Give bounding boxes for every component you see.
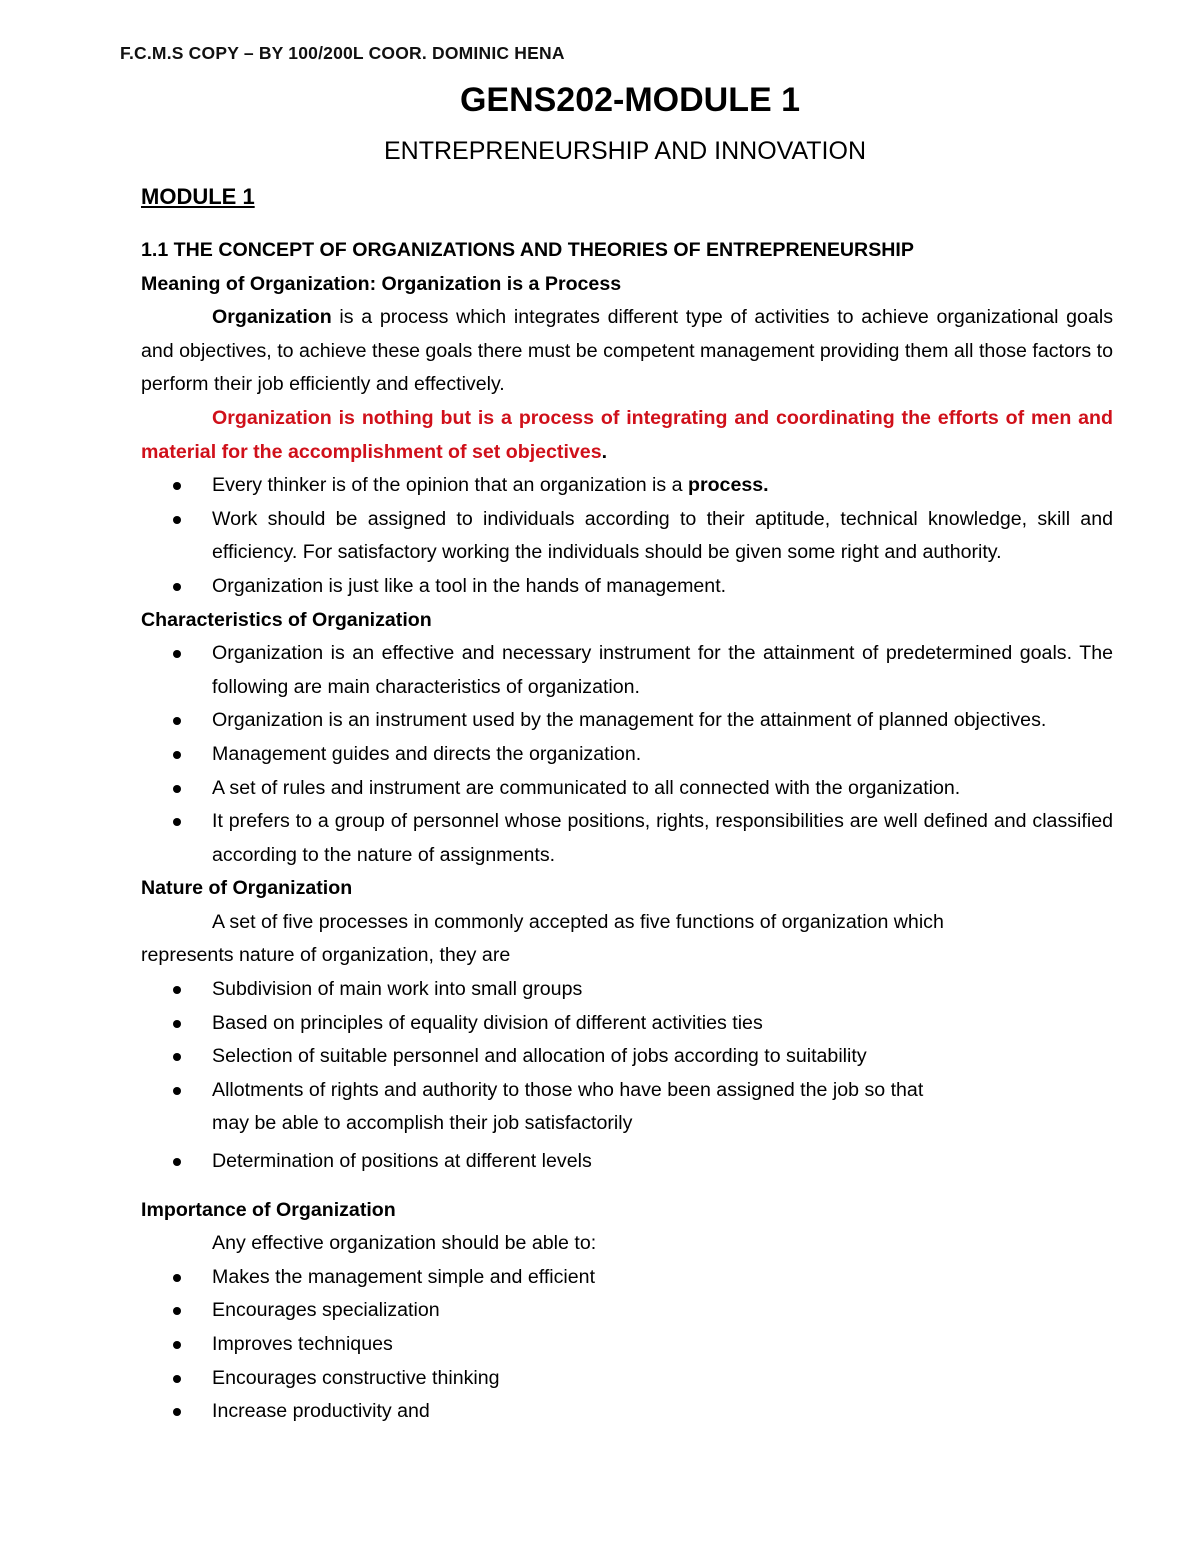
- importance-intro: Any effective organization should be able to:: [212, 1232, 597, 1255]
- bullet-icon: [173, 1375, 181, 1383]
- list-item-text: Encourages specialization: [212, 1299, 440, 1322]
- list-item-text: Encourages constructive thinking: [212, 1366, 500, 1389]
- section-heading: 1.1 THE CONCEPT OF ORGANIZATIONS AND THEORIES OF ENTREPRENEURSHIP: [141, 239, 914, 261]
- bullet-icon: [173, 785, 181, 793]
- bullet-icon: [173, 751, 181, 759]
- list-item-text: Subdivision of main work into small groups: [212, 978, 583, 1001]
- list-item: [141, 1040, 1113, 1074]
- list-item-text: Organization is an instrument used by the management for the attainment of planned objectives.: [212, 709, 1047, 732]
- importance-list: [141, 1261, 1113, 1429]
- list-item-text: It prefers to a group of personnel whose positions, rights, responsibilities are well defined and classified according to the nature of assignments.: [212, 810, 1113, 866]
- list-item-bold: process.: [687, 474, 769, 497]
- characteristics-list: [141, 637, 1113, 872]
- nature-intro-line-1: A set of five processes in commonly accepted as five functions of organization which: [212, 910, 944, 933]
- list-item-text: Organization is just like a tool in the hands of management.: [212, 574, 727, 597]
- characteristics-heading: Characteristics of Organization: [141, 608, 432, 631]
- document-body: [141, 234, 1113, 1429]
- definition-text: is a process which integrates different type of activities to achieve organizational goals and objectives, to achieve these goals there must be competent management providing them all those factors to perform their job efficiently and effectively.: [141, 306, 1113, 396]
- list-item-text: Allotments of rights and authority to those who have been assigned the job so that: [212, 1078, 924, 1101]
- bullet-icon: [173, 516, 181, 524]
- importance-heading: Importance of Organization: [141, 1198, 396, 1221]
- bullet-icon: [173, 1053, 181, 1061]
- page-header: F.C.M.S COPY – BY 100/200L COOR. DOMINIC HENA: [120, 43, 565, 63]
- list-item-continuation: may be able to accomplish their job satisfactorily: [212, 1112, 633, 1135]
- bullet-icon: [173, 1087, 181, 1095]
- bullet-icon: [173, 482, 181, 490]
- bullet-icon: [173, 1307, 181, 1315]
- list-item-text: Makes the management simple and efficient: [212, 1265, 596, 1288]
- list-item: [141, 1362, 1113, 1396]
- definition-paragraph: [141, 301, 1113, 402]
- highlighted-text: Organization is nothing but is a process of integrating and coordinating the efforts of men and material for the accomplishment of set objectives: [141, 406, 1113, 463]
- list-item: [141, 503, 1113, 570]
- document-title: GENS202-MODULE 1: [459, 81, 801, 119]
- bullet-icon: [173, 650, 181, 658]
- bullet-icon: [173, 717, 181, 725]
- list-item-text: Based on principles of equality division of different activities ties: [212, 1011, 763, 1034]
- list-item: [141, 772, 1113, 806]
- list-item: [141, 738, 1113, 772]
- list-item-text: Work should be assigned to individuals according to their aptitude, technical knowledge, skill and efficiency. For satisfactory working the individuals should be given some right and authority.: [212, 507, 1113, 564]
- nature-heading: Nature of Organization: [141, 877, 353, 900]
- list-item: [141, 973, 1113, 1007]
- bullet-icon: [173, 583, 181, 591]
- process-bullet-list: [141, 469, 1113, 603]
- list-item-text: A set of rules and instrument are communicated to all connected with the organization.: [212, 776, 961, 799]
- list-item: [141, 704, 1113, 738]
- list-item: [141, 1261, 1113, 1295]
- list-item: [141, 1145, 1113, 1179]
- list-item: [141, 805, 1113, 872]
- document-subtitle: ENTREPRENEURSHIP AND INNOVATION: [383, 137, 867, 165]
- list-item: [141, 570, 1113, 604]
- nature-intro-line-2: represents nature of organization, they are: [141, 944, 511, 967]
- list-item: [141, 1294, 1113, 1328]
- bullet-icon: [173, 1020, 181, 1028]
- list-item: [141, 1395, 1113, 1429]
- definition-term: Organization: [212, 306, 332, 329]
- list-item-text: Organization is an effective and necessary instrument for the attainment of predetermined goals. The following are main characteristics of organization.: [212, 642, 1113, 698]
- highlighted-period: .: [601, 440, 608, 463]
- list-item-text: Determination of positions at different levels: [212, 1150, 592, 1173]
- highlighted-definition: [141, 402, 1113, 469]
- list-item-text: Every thinker is of the opinion that an organization is a: [212, 474, 688, 497]
- bullet-icon: [173, 1341, 181, 1349]
- module-heading: MODULE 1: [141, 184, 255, 209]
- bullet-icon: [173, 1158, 181, 1166]
- nature-list: [141, 973, 1113, 1179]
- list-item-text: Management guides and directs the organization.: [212, 742, 642, 765]
- bullet-icon: [173, 818, 181, 826]
- list-item: [141, 637, 1113, 704]
- list-item-text: Selection of suitable personnel and allocation of jobs according to suitability: [212, 1045, 867, 1068]
- list-item: [141, 1007, 1113, 1041]
- list-item: [141, 1074, 1113, 1141]
- bullet-icon: [173, 1274, 181, 1282]
- bullet-icon: [173, 986, 181, 994]
- list-item-text: Improves techniques: [212, 1333, 393, 1355]
- list-item-text: Increase productivity and: [212, 1400, 430, 1423]
- list-item: [141, 469, 1113, 503]
- meaning-heading: Meaning of Organization: Organization is a Process: [141, 272, 622, 295]
- list-item: [141, 1328, 1113, 1362]
- bullet-icon: [173, 1408, 181, 1416]
